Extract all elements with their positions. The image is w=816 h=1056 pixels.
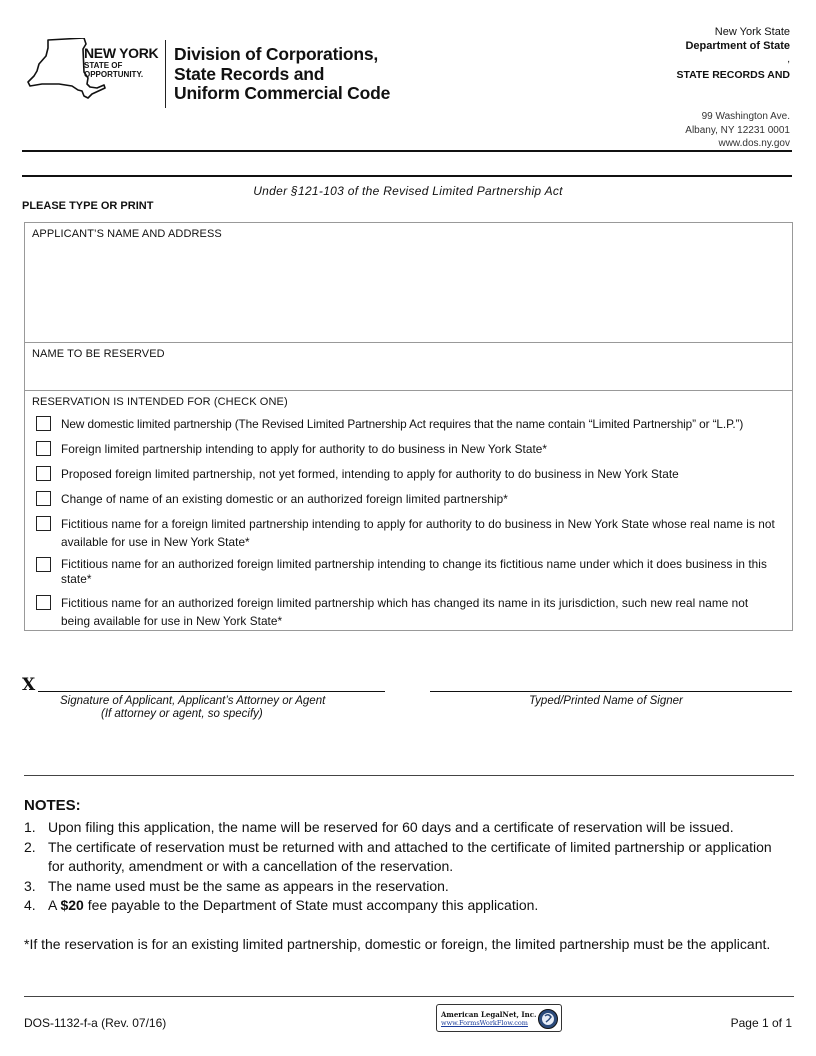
fee-amount: $20 bbox=[60, 897, 84, 913]
note-number: 3. bbox=[24, 877, 36, 894]
signature-caption: Signature of Applicant, Applicant’s Attorney or Agent bbox=[60, 695, 326, 707]
note-number: 4. bbox=[24, 897, 36, 913]
note-text: Upon filing this application, the name will be reserved for 60 days and a certificate of reservation will be issued. bbox=[48, 819, 734, 835]
please-type-or-print: PLEASE TYPE OR PRINT bbox=[22, 200, 154, 212]
option-fictitious-change: Fictitious name for an authorized foreign limited partnership intending to change its fictitious name under which it does business in this state* bbox=[61, 557, 767, 586]
signature-subcaption: (If attorney or agent, so specify) bbox=[101, 708, 263, 720]
application-form-box bbox=[24, 222, 793, 631]
note-text bbox=[48, 896, 538, 916]
checkbox-foreign[interactable] bbox=[36, 441, 51, 456]
american-legalnet-badge[interactable] bbox=[436, 1004, 562, 1032]
signature-x-mark: X bbox=[22, 675, 36, 695]
address-line: 99 Washington Ave. bbox=[701, 111, 790, 122]
address-line: Albany, NY 12231 0001 bbox=[685, 124, 790, 136]
signature-line[interactable] bbox=[38, 691, 385, 692]
division-line: State Records and bbox=[174, 63, 325, 84]
notes-rule bbox=[24, 775, 794, 776]
note-text-before: A bbox=[48, 897, 61, 913]
name-to-be-reserved-field[interactable] bbox=[31, 365, 786, 389]
form-code: DOS-1132-f-a (Rev. 07/16) bbox=[24, 1016, 167, 1030]
checkbox-fictitious-jurisdiction[interactable] bbox=[36, 595, 51, 610]
applicant-label: APPLICANT’S NAME AND ADDRESS bbox=[32, 228, 222, 240]
header-rule bbox=[22, 150, 792, 152]
logo-subtext-line: STATE OF bbox=[84, 61, 123, 70]
applicant-name-address-field[interactable] bbox=[31, 245, 786, 339]
option-change-of-name: Change of name of an existing domestic or an authorized foreign limited partnership* bbox=[61, 492, 508, 506]
header-department: Department of State bbox=[685, 40, 790, 52]
row-divider bbox=[25, 342, 792, 343]
website-link[interactable]: www.dos.ny.gov bbox=[718, 138, 790, 149]
note-number: 2. bbox=[24, 838, 36, 855]
applicant-footnote: *If the reservation is for an existing limited partnership, domestic or foreign, the limited partnership must be the applicant. bbox=[24, 936, 771, 952]
note-item bbox=[24, 877, 784, 897]
logo-subtext bbox=[84, 62, 143, 79]
statute-reference: Under §121-103 of the Revised Limited Partnership Act bbox=[253, 184, 563, 198]
note-number: 1. bbox=[24, 819, 36, 835]
option-proposed-foreign: Proposed foreign limited partnership, not yet formed, intending to apply for authority to do business in New York State bbox=[61, 467, 679, 481]
note-item bbox=[24, 896, 784, 916]
header-records: STATE RECORDS AND bbox=[676, 69, 790, 81]
header-dot: , bbox=[787, 54, 790, 65]
page-number: Page 1 of 1 bbox=[730, 1016, 792, 1030]
option-fictitious-foreign: Fictitious name for a foreign limited partnership intending to apply for authority to do business in New York State whose real name is not available for use in New York State* bbox=[61, 517, 775, 549]
note-text: The certificate of reservation must be returned with and attached to the certificate of limited partnership or application for authority, amendment or with a cancellation of the reservation. bbox=[48, 838, 772, 874]
notes-title: NOTES: bbox=[24, 797, 81, 814]
header-state: New York State bbox=[714, 26, 790, 38]
title-rule bbox=[22, 175, 792, 177]
footer-rule bbox=[24, 996, 794, 997]
logo-divider bbox=[165, 40, 166, 108]
division-line: Division of Corporations, bbox=[174, 44, 379, 64]
checkbox-change-of-name[interactable] bbox=[36, 491, 51, 506]
option-foreign: Foreign limited partnership intending to apply for authority to do business in New York State* bbox=[61, 442, 548, 456]
checkbox-proposed-foreign[interactable] bbox=[36, 466, 51, 481]
header-address bbox=[685, 110, 790, 151]
note-item bbox=[24, 818, 784, 838]
checkbox-fictitious-foreign[interactable] bbox=[36, 516, 51, 531]
option-new-domestic: New domestic limited partnership (The Revised Limited Partnership Act requires that the name contain “Limited Partnership” or “L.P.”) bbox=[61, 417, 744, 431]
reservation-intent-label: RESERVATION IS INTENDED FOR (CHECK ONE) bbox=[32, 396, 288, 408]
printed-name-line[interactable] bbox=[430, 691, 792, 692]
notes-list bbox=[24, 818, 784, 916]
division-title bbox=[174, 45, 390, 104]
checkbox-fictitious-change[interactable] bbox=[36, 557, 51, 572]
aln-name: American LegalNet, Inc. bbox=[441, 1010, 537, 1019]
aln-globe-icon bbox=[537, 1008, 559, 1030]
checkbox-new-domestic[interactable] bbox=[36, 416, 51, 431]
logo-subtext-line: OPPORTUNITY. bbox=[84, 69, 144, 79]
note-item bbox=[24, 838, 784, 877]
row-divider bbox=[25, 390, 792, 391]
printed-name-caption: Typed/Printed Name of Signer bbox=[529, 695, 683, 707]
division-line: Uniform Commercial Code bbox=[174, 83, 391, 103]
note-text-after: fee payable to the Department of State must accompany this application. bbox=[83, 897, 539, 913]
name-reserved-label: NAME TO BE RESERVED bbox=[32, 348, 165, 360]
option-fictitious-jurisdiction: Fictitious name for an authorized foreign limited partnership which has changed its name in its jurisdiction, such new real name not being available for use in New York State* bbox=[61, 596, 749, 628]
logo-ny-text: NEW YORK bbox=[84, 45, 159, 61]
aln-url-link[interactable]: www.FormsWorkFlow.com bbox=[441, 1019, 528, 1027]
note-text: The name used must be the same as appears in the reservation. bbox=[48, 877, 449, 894]
